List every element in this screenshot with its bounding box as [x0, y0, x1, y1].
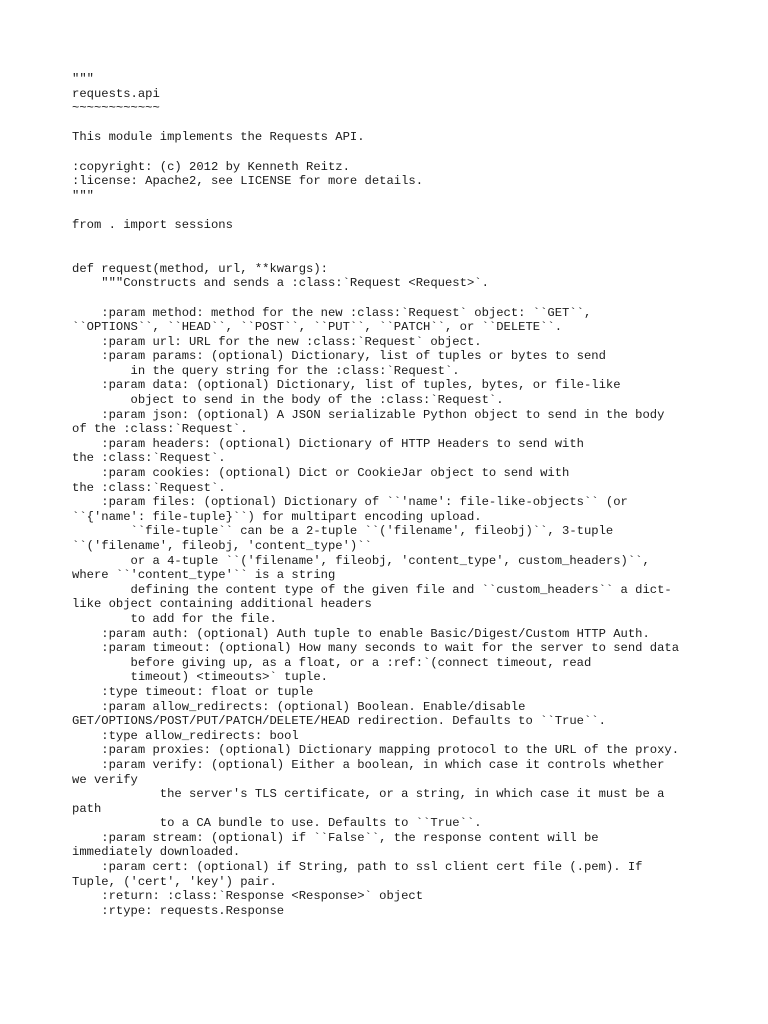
verify-server-continuation-line: path: [72, 801, 102, 816]
param-files-line: :param files: (optional) Dictionary of ``'name': file-like-objects`` (or: [72, 495, 628, 510]
document-page: [72, 72, 752, 918]
file-tuple-line: ``file-tuple`` can be a 2-tuple ``('filename', fileobj)``, 3-tuple: [72, 524, 614, 539]
file-4-tuple-continuation-line: where ``'content_type'`` is a string: [72, 568, 336, 583]
param-files-continuation-line: ``{'name': file-tuple}``) for multipart encoding upload.: [72, 509, 482, 524]
blank-line: [72, 233, 752, 248]
title-underline-line: ~~~~~~~~~~~~: [72, 101, 160, 116]
param-stream-line: :param stream: (optional) if ``False``, the response content will be: [72, 830, 599, 845]
blank-line: [72, 145, 752, 160]
docstring-open-line: """: [72, 72, 94, 86]
param-params-line: :param params: (optional) Dictionary, list of tuples or bytes to send: [72, 349, 606, 364]
content-type-line: defining the content type of the given file and ``custom_headers`` a dict-: [72, 582, 672, 597]
return-line: :return: :class:`Response <Response>` object: [72, 889, 424, 904]
param-cert-continuation-line: Tuple, ('cert', 'key') pair.: [72, 874, 277, 889]
file-tuple-continuation-line: ``('filename', fileobj, 'content_type')``: [72, 539, 372, 553]
type-timeout-line: :type timeout: float or tuple: [72, 684, 314, 699]
param-json-line: :param json: (optional) A JSON serializable Python object to send in the body: [72, 407, 665, 422]
module-title-line: requests.api: [72, 86, 160, 101]
module-description-line: This module implements the Requests API.: [72, 130, 365, 145]
param-allow-redirects-continuation-line: GET/OPTIONS/POST/PUT/PATCH/DELETE/HEAD redirection. Defaults to ``True``.: [72, 714, 606, 729]
param-cert-line: :param cert: (optional) if String, path to ssl client cert file (.pem). If: [72, 860, 643, 875]
function-docstring-line: """Constructs and sends a :class:`Request <Request>`.: [72, 276, 489, 291]
content-type-continuation-line: like object containing additional headers: [72, 597, 372, 612]
param-url-line: :param url: URL for the new :class:`Request` object.: [72, 334, 482, 349]
param-timeout-continuation-line-2: timeout) <timeouts>` tuple.: [72, 670, 328, 685]
copyright-line: :copyright: (c) 2012 by Kenneth Reitz.: [72, 159, 350, 174]
param-timeout-line: :param timeout: (optional) How many seconds to wait for the server to send data: [72, 641, 680, 656]
verify-server-line: the server's TLS certificate, or a string, in which case it must be a: [72, 787, 665, 802]
param-auth-line: :param auth: (optional) Auth tuple to enable Basic/Digest/Custom HTTP Auth.: [72, 626, 650, 641]
param-cookies-continuation-line: the :class:`Request`.: [72, 480, 226, 495]
param-verify-continuation-line: we verify: [72, 772, 138, 787]
type-allow-redirects-line: :type allow_redirects: bool: [72, 728, 299, 743]
blank-line: [72, 116, 752, 131]
param-proxies-line: :param proxies: (optional) Dictionary mapping protocol to the URL of the proxy.: [72, 743, 680, 758]
verify-ca-bundle-line: to a CA bundle to use. Defaults to ``True``.: [72, 816, 482, 831]
add-file-line: to add for the file.: [72, 611, 277, 626]
param-headers-continuation-line: the :class:`Request`.: [72, 451, 226, 466]
param-headers-line: :param headers: (optional) Dictionary of HTTP Headers to send with: [72, 436, 584, 451]
param-data-continuation-line: object to send in the body of the :class:`Request`.: [72, 393, 504, 408]
param-verify-line: :param verify: (optional) Either a boolean, in which case it controls whether: [72, 757, 665, 772]
param-cookies-line: :param cookies: (optional) Dict or CookieJar object to send with: [72, 466, 570, 481]
param-json-continuation-line: of the :class:`Request`.: [72, 422, 248, 437]
rtype-line: :rtype: requests.Response: [72, 903, 285, 918]
param-method-continuation-line: ``OPTIONS``, ``HEAD``, ``POST``, ``PUT``, ``PATCH``, or ``DELETE``.: [72, 320, 563, 335]
param-params-continuation-line: in the query string for the :class:`Request`.: [72, 363, 460, 378]
param-allow-redirects-line: :param allow_redirects: (optional) Boolean. Enable/disable: [72, 699, 526, 714]
blank-line: [72, 291, 752, 306]
blank-line: [72, 247, 752, 262]
file-4-tuple-line: or a 4-tuple ``('filename', fileobj, 'content_type', custom_headers)``,: [72, 553, 650, 568]
param-method-line: :param method: method for the new :class:`Request` object: ``GET``,: [72, 305, 592, 320]
blank-line: [72, 203, 752, 218]
param-timeout-continuation-line: before giving up, as a float, or a :ref:`(connect timeout, read: [72, 655, 592, 670]
function-def-line: def request(method, url, **kwargs):: [72, 261, 328, 276]
param-data-line: :param data: (optional) Dictionary, list of tuples, bytes, or file-like: [72, 378, 621, 393]
param-stream-continuation-line: immediately downloaded.: [72, 845, 241, 860]
import-line: from . import sessions: [72, 217, 233, 232]
docstring-close-line: """: [72, 188, 94, 203]
license-line: :license: Apache2, see LICENSE for more details.: [72, 174, 424, 189]
